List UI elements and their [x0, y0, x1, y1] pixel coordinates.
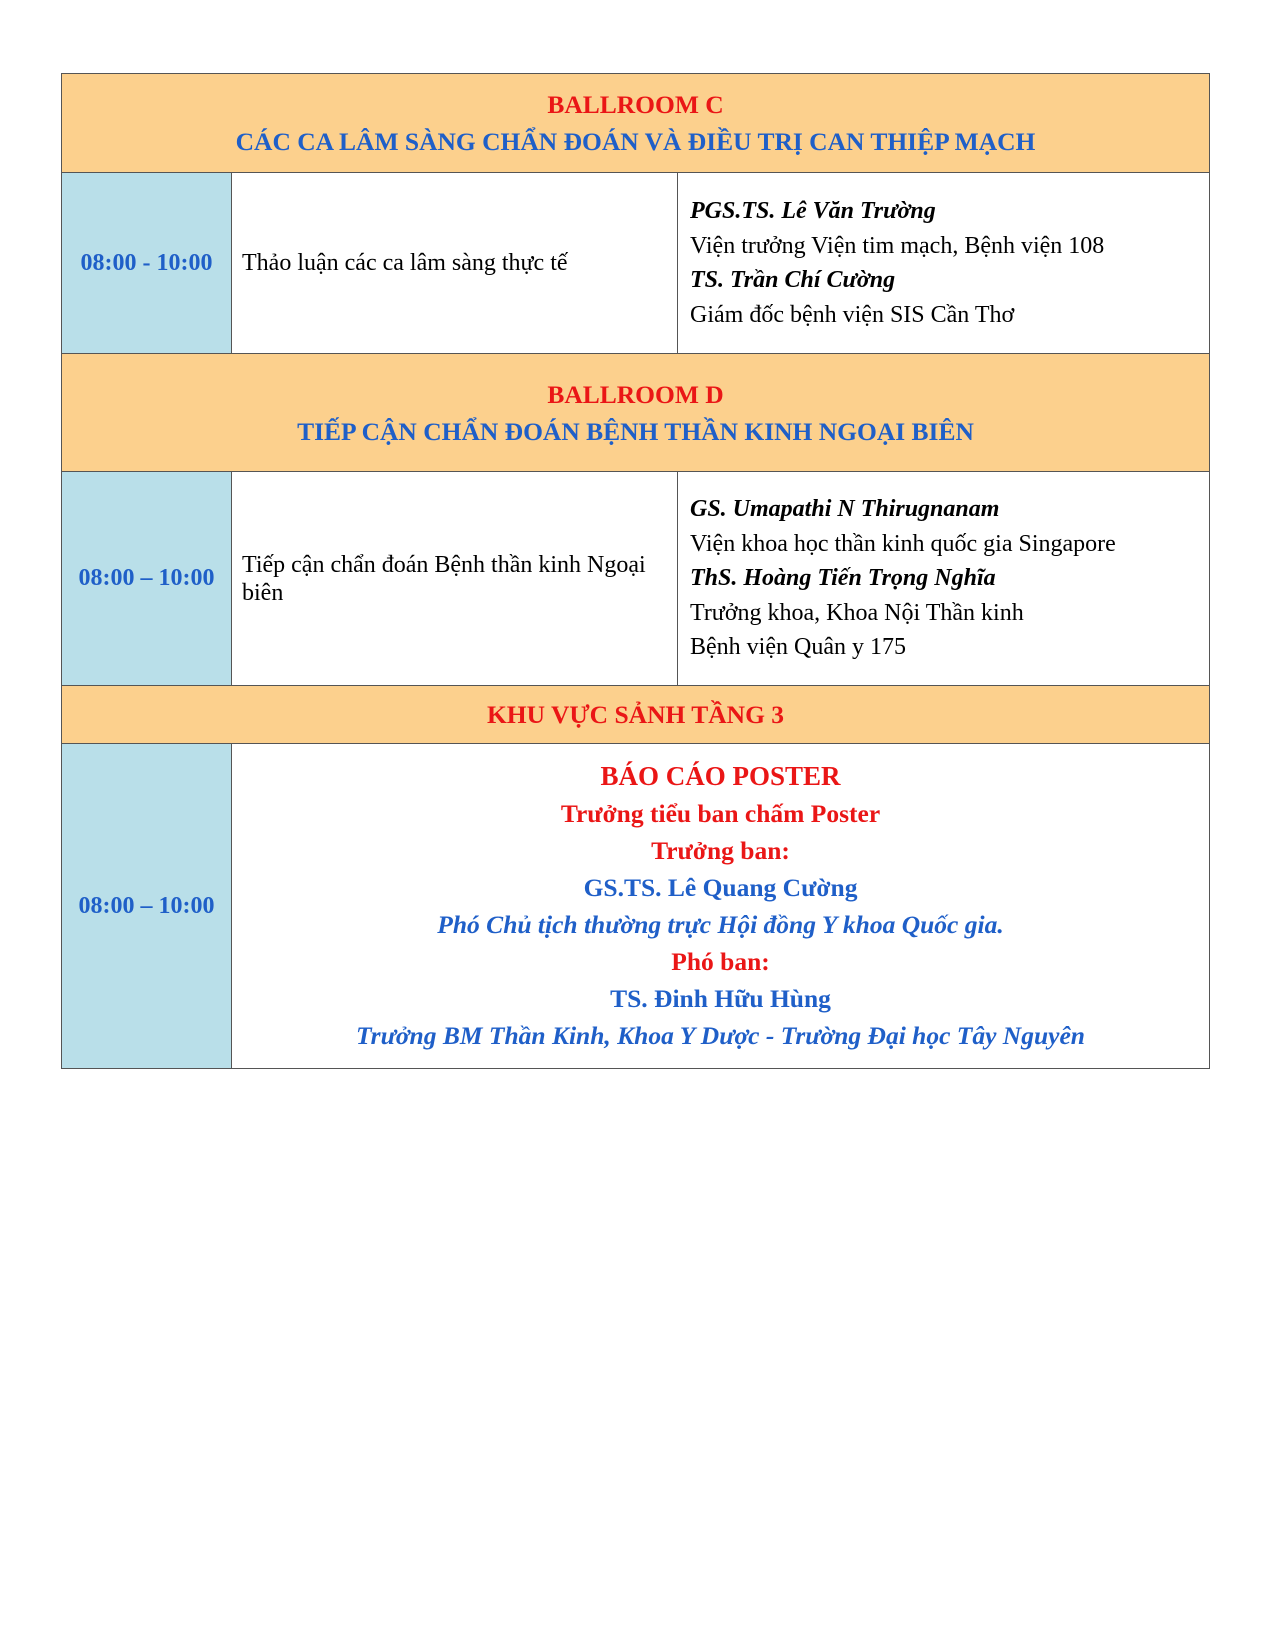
lobby-header-row: [62, 686, 1210, 744]
vice-label: Phó ban:: [671, 947, 770, 976]
chair-role: Phó Chủ tịch thường trực Hội đồng Y khoa Quốc gia.: [437, 910, 1004, 939]
speaker-affiliation: Viện trưởng Viện tim mạch, Bệnh viện 108: [690, 232, 1105, 259]
speaker-name: GS. Umapathi N Thirugnanam: [690, 496, 1000, 523]
ballroom-c-speakers: [678, 173, 1210, 354]
ballroom-c-subtitle: CÁC CA LÂM SÀNG CHẨN ĐOÁN VÀ ĐIỀU TRỊ CAN THIỆP MẠCH: [235, 127, 1036, 156]
lobby-time: 08:00 – 10:00: [62, 744, 232, 1069]
ballroom-d-time: 08:00 – 10:00: [62, 472, 232, 686]
speaker-affiliation: Viện khoa học thần kinh quốc gia Singapore: [690, 530, 1116, 557]
speaker-affiliation: Giám đốc bệnh viện SIS Cần Thơ: [690, 301, 1015, 328]
speaker-name: TS. Trần Chí Cường: [690, 267, 896, 293]
vice-name: TS. Đinh Hữu Hùng: [610, 984, 831, 1013]
ballroom-d-header-row: [62, 354, 1210, 472]
vice-role: Trưởng BM Thần Kinh, Khoa Y Dược - Trường Đại học Tây Nguyên: [356, 1021, 1085, 1050]
lobby-title: KHU VỰC SẢNH TẦNG 3: [486, 700, 785, 729]
poster-session: [232, 744, 1210, 1069]
chair-name: GS.TS. Lê Quang Cường: [583, 873, 858, 902]
ballroom-d-session-row: [62, 472, 1210, 686]
lobby-session-row: [62, 744, 1210, 1069]
ballroom-d-speakers: [678, 472, 1210, 686]
ballroom-c-title: BALLROOM C: [547, 90, 724, 119]
poster-title: BÁO CÁO POSTER: [600, 761, 841, 791]
ballroom-c-topic: Thảo luận các ca lâm sàng thực tế: [232, 173, 678, 354]
speaker-affiliation: Trưởng khoa, Khoa Nội Thần kinh: [690, 599, 1024, 626]
ballroom-c-session-row: [62, 173, 1210, 354]
ballroom-d-subtitle: TIẾP CẬN CHẨN ĐOÁN BỆNH THẦN KINH NGOẠI BIÊN: [297, 416, 974, 446]
ballroom-d-topic: Tiếp cận chẩn đoán Bệnh thần kinh Ngoại biên: [232, 472, 678, 686]
lobby-header: [62, 686, 1210, 744]
poster-committee: Trưởng tiểu ban chấm Poster: [560, 799, 881, 828]
ballroom-c-header: [62, 74, 1210, 173]
ballroom-c-header-row: [62, 74, 1210, 173]
ballroom-d-header: [62, 354, 1210, 472]
speaker-name: PGS.TS. Lê Văn Trường: [690, 198, 936, 224]
speaker-affiliation: Bệnh viện Quân y 175: [690, 634, 906, 661]
speaker-name: ThS. Hoàng Tiến Trọng Nghĩa: [690, 565, 996, 592]
schedule-table: [61, 73, 1210, 1069]
chair-label: Trưởng ban:: [651, 836, 790, 865]
ballroom-d-title: BALLROOM D: [547, 379, 724, 409]
ballroom-c-time: 08:00 - 10:00: [62, 173, 232, 354]
